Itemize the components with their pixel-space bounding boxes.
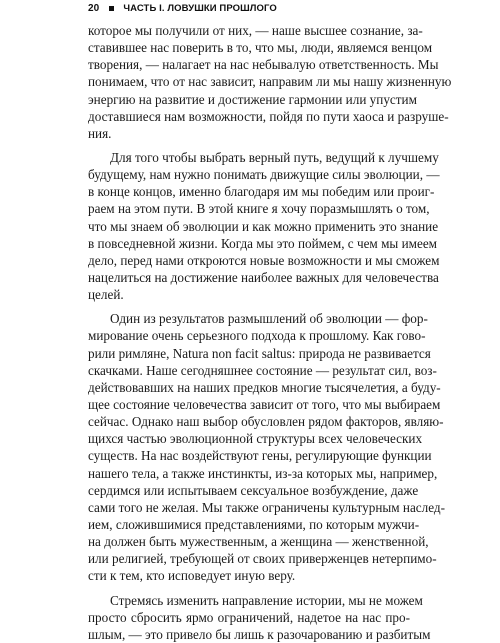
square-bullet-icon	[109, 6, 114, 11]
text-line: рили римляне, Natura non facit saltus: природа не развивается	[88, 345, 431, 361]
running-head: ЧАСТЬ I. ЛОВУШКИ ПРОШЛОГО	[123, 2, 277, 14]
text-line: Для того чтобы выбрать верный путь, ведущий к лучшему	[110, 149, 439, 165]
text-line: сейчас. Однако наш выбор обусловлен рядом факторов, являю-	[88, 414, 444, 430]
text-line: Один из результатов размышлений об эволюции — фор-	[110, 311, 428, 327]
body-text	[88, 22, 452, 643]
text-line: что мы знаем об эволюции и как можно применить это знание	[88, 218, 439, 234]
text-line: щихся частью эволюционной структуры всех человеческих	[88, 431, 423, 447]
text-line: сердимся или испытываем сексуальное возбуждение, даже	[88, 482, 419, 498]
text-line: сами того не желая. Мы также ограничены культурным наслед-	[88, 499, 446, 515]
paragraph	[88, 592, 431, 643]
paragraph	[88, 149, 440, 303]
text-line: доставшиеся нам возможности, пойдя по пути хаоса и разруше-	[88, 108, 449, 124]
text-line: щее состояние человечества зависит от того, что мы выбираем	[88, 396, 441, 412]
text-line: творения, — налагает на нас небывалую ответственность. Мы	[88, 57, 439, 73]
paragraph	[88, 22, 452, 142]
text-line: энергию на развитие и достижение гармонии или упустим	[88, 91, 417, 107]
text-line: будущему, нам нужно понимать движущие силы эволюции, —	[88, 167, 440, 183]
text-line: просто сбросить ярмо ограничений, надетое на нас про-	[88, 609, 410, 625]
text-line: понимаем, что от нас зависит, направим ли мы нашу жизненную	[88, 74, 452, 90]
text-line: дело, перед нами откроются новые возможности и мы сможем	[88, 252, 440, 268]
text-line: Стремясь изменить направление истории, мы не можем	[110, 592, 423, 608]
page-number: 20	[88, 2, 100, 14]
text-line: нашего тела, а также инстинкты, из-за которых мы, например,	[88, 465, 438, 481]
text-line: мирование очень серьезного подхода к прошлому. Как гово-	[88, 328, 426, 344]
text-line: сти к тем, кто исповедует иную веру.	[88, 568, 296, 584]
text-line: ния.	[88, 125, 112, 141]
text-line: нацелиться на достижение наиболее важных для человечества	[88, 269, 439, 285]
page-header	[88, 1, 277, 15]
text-line: целей.	[88, 287, 124, 303]
text-line: на должен быть мужественным, а женщина — женственной,	[88, 534, 429, 550]
text-line: действовавших на наших предков многие тысячелетия, а буду-	[88, 379, 441, 395]
text-line: которое мы получили от них, — наше высшее сознание, за-	[88, 23, 423, 38]
text-line: шлым, — это привело бы лишь к разочарованию и разбитым	[88, 626, 431, 642]
text-line: в конце концов, именно благодаря им мы победим или проиг-	[88, 184, 435, 200]
text-line: ставившее нас поверить в то, что мы, люди, являемся венцом	[88, 40, 433, 56]
text-line: в повседневной жизни. Когда мы это поймем, с чем мы имеем	[88, 235, 438, 251]
text-line: или религией, требующей от своих приверженцев нетерпимо-	[88, 551, 437, 567]
text-line: существ. На нас воздействуют гены, регулирующие функции	[88, 448, 432, 464]
text-line: скачками. Наше сегодняшнее состояние — результат сил, воз-	[88, 362, 437, 378]
text-line: раем на этом пути. В этой книге я хочу поразмышлять о том,	[88, 201, 430, 217]
text-line: ием, сложившимися представлениями, по которым мужчи-	[88, 516, 420, 532]
paragraph	[88, 310, 446, 584]
